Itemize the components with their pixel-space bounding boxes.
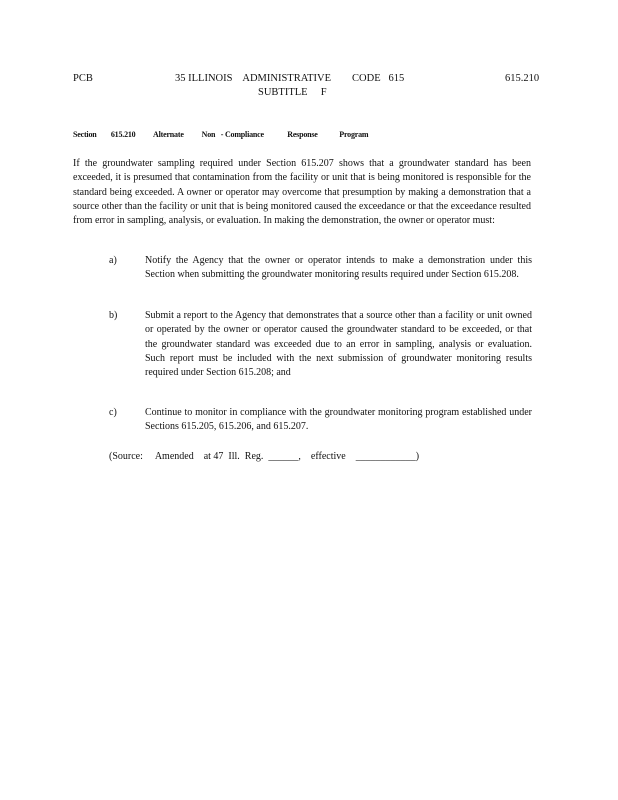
intro-paragraph: If the groundwater sampling required under Section 615.207 shows that a groundwater standard has been exceeded, it is presumed that contamination from the facility or unit that is being monitored is responsible for the standard being exceeded. A owner or operator may overcome that presumption by making a demonstration that a source other than the facility or unit that is being monitored caused the exceedance or that the exceedance resulted from error in sampling, analysis, or evaluation. In making the demonstration, the owner or operator must:: [73, 158, 531, 227]
list-item-label: b): [109, 310, 118, 321]
list-item-text: Notify the Agency that the owner or operator intends to make a demonstration under this Section when submitting the groundwater monitoring results required under Section 615.208.: [145, 255, 532, 281]
header-section-number: 615.210: [505, 73, 540, 84]
source-note: (Source: Amended at 47 Ill. Reg. ______, effective ____________): [109, 451, 420, 462]
list-item-text: Continue to monitor in compliance with the groundwater monitoring program established under Sections 615.205, 615.206, and 615.207.: [145, 407, 532, 433]
section-heading: Section 615.210 Alternate Non - Compliance Response Program: [73, 130, 369, 139]
header-subtitle: SUBTITLE F: [258, 87, 327, 98]
header-code-title: 35 ILLINOIS ADMINISTRATIVE CODE 615: [175, 73, 405, 84]
list-item-label: c): [109, 407, 117, 418]
header-agency: PCB: [73, 73, 93, 84]
list-item-label: a): [109, 255, 117, 266]
list-item-text: Submit a report to the Agency that demonstrates that a source other than a facility or unit owned or operated by the owner or operator caused the groundwater standard to be exceeded, or that the groundwater standard was exceeded due to an error in sampling, analysis or evaluation. Such report must be included with the next submission of groundwater monitoring results required under Section 615.208; and: [145, 310, 532, 379]
